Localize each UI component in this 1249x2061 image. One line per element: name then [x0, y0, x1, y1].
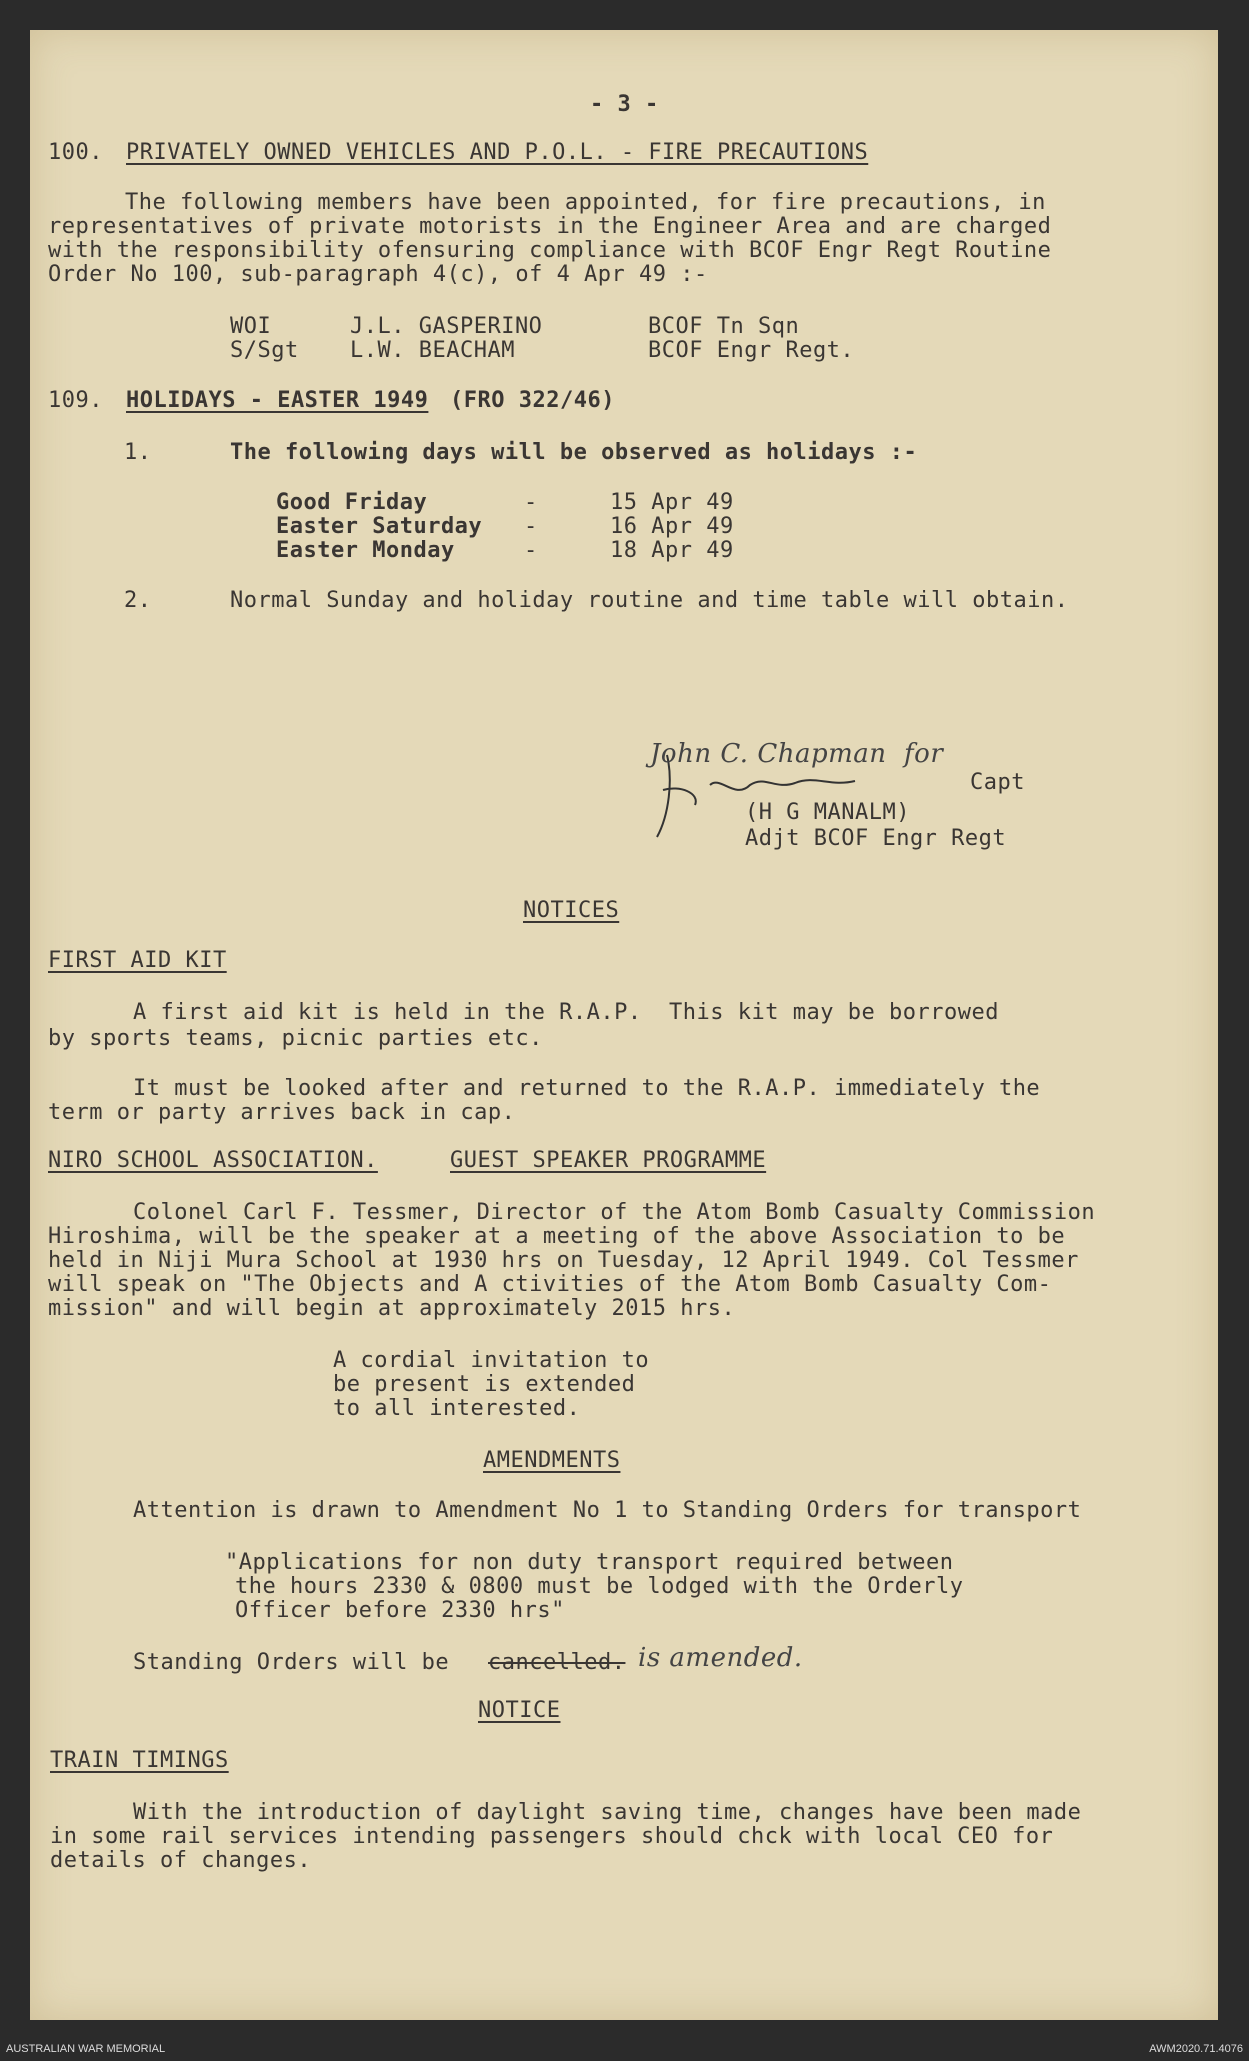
- paragraph-line: in some rail services intending passengers should chck with local CEO for: [50, 1824, 1054, 1849]
- paragraph-text: The following days will be observed as holidays :-: [230, 440, 918, 465]
- holiday-name: Easter Saturday: [276, 514, 483, 539]
- paragraph-line: Hiroshima, will be the speaker at a meeting of the above Association to be: [48, 1224, 1066, 1249]
- section-heading: HOLIDAYS - EASTER 1949: [126, 388, 429, 413]
- paragraph-line: with the responsibility ofensuring compliance with BCOF Engr Regt Routine: [48, 238, 1052, 263]
- paragraph-line: Attention is drawn to Amendment No 1 to Standing Orders for transport: [133, 1498, 1082, 1523]
- signature-rank: Capt: [970, 770, 1025, 795]
- paragraph-line: held in Niji Mura School at 1930 hrs on Tuesday, 12 April 1949. Col Tessmer: [48, 1248, 1079, 1273]
- signature-title: Adjt BCOF Engr Regt: [745, 826, 1007, 851]
- holiday-name: Easter Monday: [276, 538, 455, 563]
- footer-institution: AUSTRALIAN WAR MEMORIAL: [6, 2043, 166, 2055]
- section-reference: (FRO 322/46): [450, 388, 615, 413]
- paragraph-line: term or party arrives back in cap.: [48, 1100, 516, 1125]
- paragraph-line: The following members have been appointed, for fire precautions, in: [125, 190, 1046, 215]
- standing-orders-prefix: Standing Orders will be: [133, 1650, 450, 1675]
- paragraph-line: A first aid kit is held in the R.A.P. This kit may be borrowed: [133, 1000, 999, 1025]
- invitation-line: to all interested.: [333, 1396, 581, 1421]
- handwritten-amendment: is amended.: [638, 1643, 803, 1673]
- paragraph-line: It must be looked after and returned to the R.A.P. immediately the: [133, 1076, 1041, 1101]
- member-name: L.W. BEACHAM: [350, 338, 515, 363]
- holiday-dash: -: [524, 538, 538, 563]
- holiday-date: 16 Apr 49: [610, 514, 734, 539]
- quote-line: Officer before 2330 hrs": [235, 1598, 565, 1623]
- section-number: 109.: [48, 388, 103, 413]
- paragraph-number: 1.: [124, 440, 152, 465]
- struck-text: cancelled.: [488, 1650, 626, 1675]
- paragraph-line: by sports teams, picnic parties etc.: [48, 1026, 543, 1051]
- subsection-heading: TRAIN TIMINGS: [50, 1748, 229, 1773]
- section-number: 100.: [48, 140, 103, 165]
- member-name: J.L. GASPERINO: [350, 314, 543, 339]
- subsection-heading: FIRST AID KIT: [48, 948, 227, 973]
- holiday-dash: -: [524, 514, 538, 539]
- holiday-name: Good Friday: [276, 490, 428, 515]
- signature-handwriting: John C. Chapman for: [650, 739, 944, 769]
- page-number: - 3 -: [590, 92, 659, 117]
- amendments-heading: AMENDMENTS: [483, 1448, 621, 1473]
- paragraph-line: mission" and will begin at approximately 2015 hrs.: [48, 1296, 736, 1321]
- subsection-heading: NIRO SCHOOL ASSOCIATION.: [48, 1148, 378, 1173]
- quote-line: the hours 2330 & 0800 must be lodged with the Orderly: [235, 1574, 964, 1599]
- subsection-subheading: GUEST SPEAKER PROGRAMME: [450, 1148, 767, 1173]
- member-rank: WOI: [230, 314, 272, 339]
- paragraph-line: Order No 100, sub-paragraph 4(c), of 4 Apr 49 :-: [48, 262, 708, 287]
- invitation-line: A cordial invitation to: [333, 1348, 650, 1373]
- invitation-line: be present is extended: [333, 1372, 636, 1397]
- holiday-date: 15 Apr 49: [610, 490, 734, 515]
- paragraph-line: will speak on "The Objects and A ctivities of the Atom Bomb Casualty Com-: [48, 1272, 1052, 1297]
- signature-name: (H G MANALM): [745, 800, 910, 825]
- notices-heading: NOTICES: [523, 898, 620, 923]
- section-heading: PRIVATELY OWNED VEHICLES AND P.O.L. - FIRE PRECAUTIONS: [126, 140, 869, 165]
- footer-accession: AWM2020.71.4076: [1149, 2043, 1243, 2055]
- holiday-dash: -: [524, 490, 538, 515]
- notice-heading: NOTICE: [478, 1698, 561, 1723]
- paragraph-line: With the introduction of daylight saving time, changes have been made: [133, 1800, 1082, 1825]
- member-unit: BCOF Engr Regt.: [648, 338, 855, 363]
- document-page: [30, 30, 1218, 2020]
- paragraph-text: Normal Sunday and holiday routine and time table will obtain.: [230, 588, 1069, 613]
- paragraph-line: Colonel Carl F. Tessmer, Director of the Atom Bomb Casualty Commission: [133, 1200, 1096, 1225]
- paragraph-line: details of changes.: [50, 1848, 312, 1873]
- quote-line: "Applications for non duty transport required between: [225, 1550, 954, 1575]
- holiday-date: 18 Apr 49: [610, 538, 734, 563]
- paragraph-number: 2.: [124, 588, 152, 613]
- member-rank: S/Sgt: [230, 338, 299, 363]
- member-unit: BCOF Tn Sqn: [648, 314, 800, 339]
- paragraph-line: representatives of private motorists in the Engineer Area and are charged: [48, 214, 1052, 239]
- archive-footer: [0, 2031, 1249, 2061]
